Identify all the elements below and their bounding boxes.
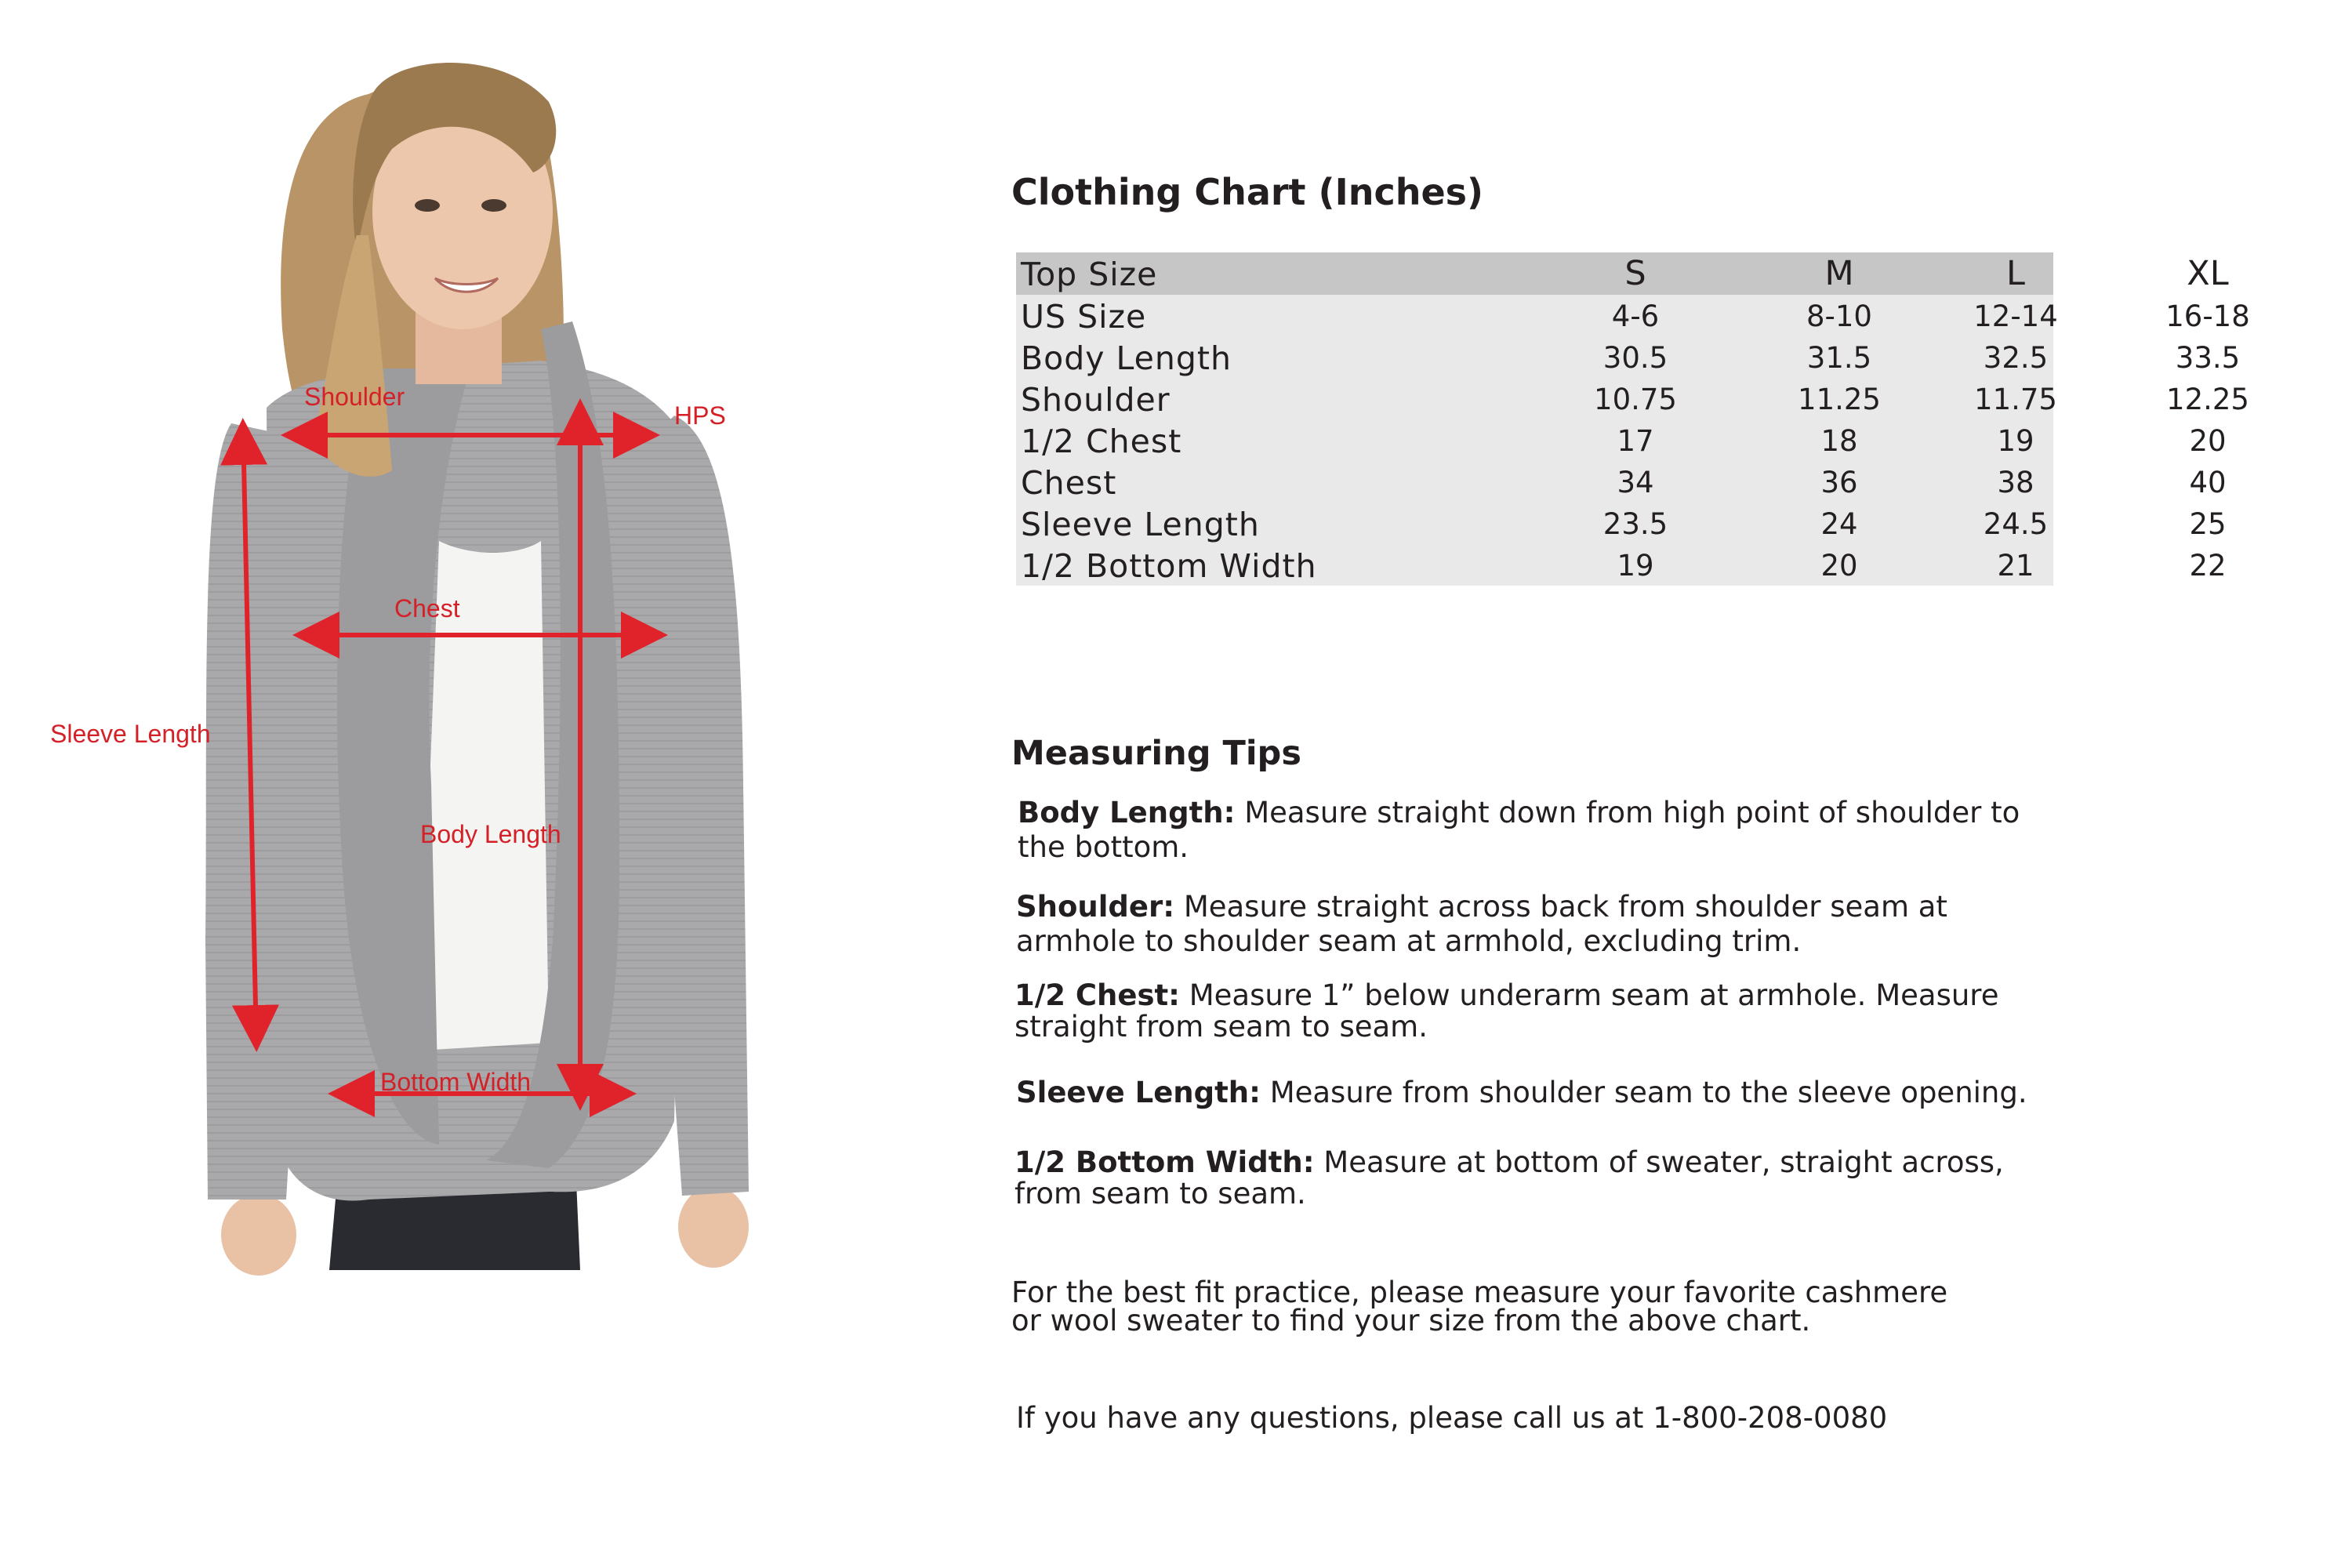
header-cell: L: [2006, 254, 2025, 293]
table-cell: 22: [2189, 549, 2227, 583]
row-label: Sleeve Length: [1021, 506, 1260, 543]
tip-body-length: [1018, 796, 2021, 865]
table-cell: 34: [1617, 466, 1654, 499]
fit-note-line1: For the best fit practice, please measure your favorite cashmere: [1011, 1276, 1948, 1309]
table-cell: 19: [1997, 424, 2034, 458]
table-cell: 32.5: [1983, 341, 2049, 375]
table-cell: 16-18: [2165, 299, 2250, 333]
table-cell: 10.75: [1594, 383, 1677, 416]
table-cell: 36: [1820, 466, 1858, 499]
model-figure: [0, 0, 941, 1286]
header-cell: XL: [2187, 254, 2229, 293]
measuring-tips-title: Measuring Tips: [1011, 734, 1301, 773]
tip-text: Measure straight across back from shoulder seam at armhole to shoulder seam at armhold, excluding trim.: [1016, 890, 1947, 958]
tip-term: Sleeve Length:: [1016, 1076, 1261, 1109]
tip-sleeve-length: [1016, 1076, 2067, 1110]
row-label: Shoulder: [1021, 381, 1171, 419]
header-cell: S: [1624, 254, 1646, 293]
table-cell: 8-10: [1806, 299, 1872, 333]
tip-term: 1/2 Chest:: [1014, 978, 1180, 1012]
hps-label: HPS: [674, 401, 726, 430]
table-cell: 23.5: [1602, 507, 1668, 541]
table-row: [1016, 336, 2241, 378]
tip-text: Measure straight down from high point of shoulder to the bottom.: [1018, 796, 2020, 864]
table-cell: 31.5: [1806, 341, 1872, 375]
tip-text: Measure 1” below underarm seam at armhole. Measure straight from seam to seam.: [1014, 978, 1999, 1044]
tip-half-chest: [1014, 980, 2034, 1043]
bottom-width-label: Bottom Width: [380, 1068, 532, 1096]
shoulder-label: Shoulder: [304, 383, 405, 411]
table-cell: 33.5: [2175, 341, 2241, 375]
table-cell: 40: [2189, 466, 2227, 499]
table-cell: 24.5: [1983, 507, 2049, 541]
tip-text: Measure at bottom of sweater, straight across, from seam to seam.: [1014, 1145, 2004, 1210]
table-cell: 20: [1820, 549, 1858, 583]
tip-text: Measure from shoulder seam to the sleeve opening.: [1260, 1076, 2027, 1109]
header-cell: Top Size: [1021, 256, 1158, 293]
tip-term: Body Length:: [1018, 796, 1236, 829]
chest-label: Chest: [394, 594, 460, 622]
table-cell: 12-14: [1973, 299, 2058, 333]
table-cell: 4-6: [1611, 299, 1660, 333]
table-row: [1016, 419, 2227, 461]
tip-half-bottom-width: [1014, 1147, 2026, 1210]
table-cell: 30.5: [1602, 341, 1668, 375]
header-cell: M: [1824, 254, 1854, 293]
tip-term: 1/2 Bottom Width:: [1014, 1145, 1315, 1179]
table-row: [1016, 295, 2250, 336]
table-row: [1016, 378, 2249, 419]
row-label: Chest: [1021, 464, 1117, 502]
table-cell: 12.25: [2166, 383, 2249, 416]
table-cell: 38: [1997, 466, 2034, 499]
table-cell: 17: [1617, 424, 1654, 458]
table-cell: 11.25: [1798, 383, 1881, 416]
table-cell: 18: [1820, 424, 1858, 458]
chart-title: Clothing Chart (Inches): [1011, 171, 1484, 213]
table-row: [1016, 461, 2227, 503]
table-cell: 25: [2189, 507, 2227, 541]
table-cell: 20: [2189, 424, 2227, 458]
tip-shoulder: [1016, 890, 2004, 959]
table-header-row: [1016, 252, 2229, 295]
contact-line: If you have any questions, please call us at 1-800-208-0080: [1016, 1401, 1888, 1435]
row-label: US Size: [1021, 298, 1147, 336]
table-cell: 24: [1820, 507, 1858, 541]
fit-note-line2: or wool sweater to find your size from the above chart.: [1011, 1304, 1811, 1338]
row-label: 1/2 Bottom Width: [1021, 547, 1317, 585]
body-length-label: Body Length: [420, 820, 561, 848]
row-label: Body Length: [1021, 339, 1232, 377]
tip-term: Shoulder:: [1016, 890, 1175, 924]
table-cell: 11.75: [1974, 383, 2057, 416]
size-table: [1016, 252, 2250, 586]
table-row: [1016, 544, 2227, 586]
table-cell: 19: [1617, 549, 1654, 583]
table-cell: 21: [1997, 549, 2034, 583]
sleeve-length-label: Sleeve Length: [50, 720, 211, 748]
row-label: 1/2 Chest: [1021, 423, 1182, 460]
table-row: [1016, 503, 2227, 544]
